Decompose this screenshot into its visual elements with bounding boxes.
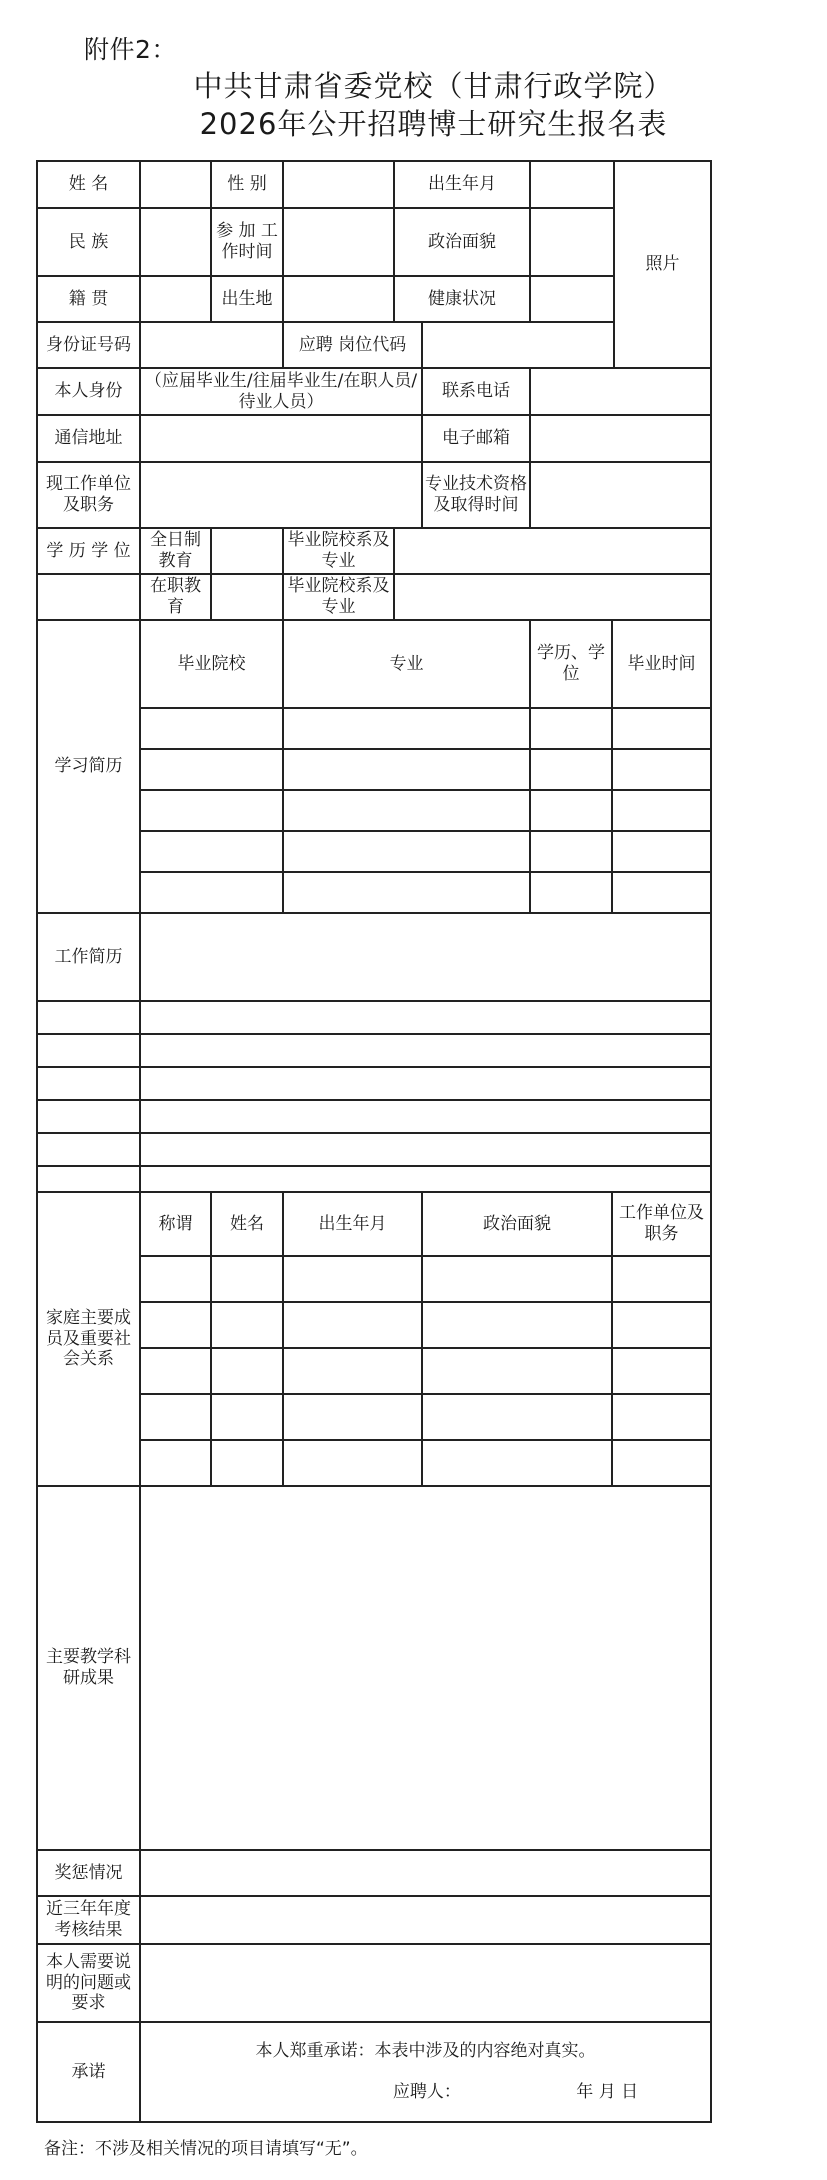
pledge-label: 承诺 — [37, 2022, 140, 2122]
pledge-text: 本人郑重承诺：本表中涉及的内容绝对真实。 — [255, 2041, 596, 2062]
work-history-cell[interactable] — [140, 1166, 711, 1192]
work-row-label — [37, 1001, 140, 1034]
family-cell[interactable] — [140, 1302, 211, 1348]
pledge-cell[interactable] — [140, 2022, 711, 2122]
sign-date: 年 月 日 — [576, 2082, 639, 2102]
degree-label-blank — [37, 574, 140, 620]
study-cell[interactable] — [612, 749, 711, 790]
work-start-label: 参 加 工作时间 — [211, 208, 283, 276]
study-cell[interactable] — [612, 831, 711, 872]
id-number-value[interactable] — [140, 322, 283, 368]
study-cell[interactable] — [140, 708, 283, 749]
id-number-label: 身份证号码 — [37, 322, 140, 368]
work-row-label — [37, 1100, 140, 1133]
family-cell[interactable] — [283, 1256, 422, 1302]
family-cell[interactable] — [612, 1394, 711, 1440]
family-cell[interactable] — [211, 1302, 283, 1348]
family-cell[interactable] — [211, 1394, 283, 1440]
registration-table — [36, 160, 712, 2123]
study-col-school: 毕业院校 — [140, 620, 283, 708]
study-cell[interactable] — [140, 790, 283, 831]
email-value[interactable] — [530, 415, 711, 462]
awards-value[interactable] — [140, 1850, 711, 1896]
ethnicity-label: 民 族 — [37, 208, 140, 276]
work-history-cell[interactable] — [140, 1100, 711, 1133]
birth-label: 出生年月 — [394, 161, 530, 208]
study-cell[interactable] — [283, 749, 530, 790]
family-col-unit: 工作单位及职务 — [612, 1192, 711, 1256]
name-value[interactable] — [140, 161, 211, 208]
study-cell[interactable] — [530, 872, 612, 913]
study-cell[interactable] — [612, 708, 711, 749]
work-history-cell[interactable] — [140, 1067, 711, 1100]
address-label: 通信地址 — [37, 415, 140, 462]
ethnicity-value[interactable] — [140, 208, 211, 276]
study-cell[interactable] — [283, 790, 530, 831]
family-cell[interactable] — [422, 1348, 612, 1394]
email-label: 电子邮箱 — [422, 415, 530, 462]
work-row-label — [37, 1166, 140, 1192]
gender-label: 性 别 — [211, 161, 283, 208]
parttime-school-value[interactable] — [394, 574, 711, 620]
identity-label: 本人身份 — [37, 368, 140, 415]
form-title-line1: 中共甘肃省委党校（甘肃行政学院） — [193, 69, 674, 103]
current-unit-label: 现工作单位及职务 — [37, 462, 140, 528]
awards-label: 奖惩情况 — [37, 1850, 140, 1896]
fulltime-school-value[interactable] — [394, 528, 711, 574]
work-history-cell[interactable] — [140, 913, 711, 1001]
birthplace-value[interactable] — [283, 276, 394, 322]
fulltime-school-label: 毕业院校系及专业 — [283, 528, 394, 574]
qualification-value[interactable] — [530, 462, 711, 528]
family-col-name: 姓名 — [211, 1192, 283, 1256]
assessment-value[interactable] — [140, 1896, 711, 1944]
research-value[interactable] — [140, 1486, 711, 1850]
phone-value[interactable] — [530, 368, 711, 415]
study-cell[interactable] — [140, 831, 283, 872]
study-history-label: 学习简历 — [37, 620, 140, 913]
family-col-birth: 出生年月 — [283, 1192, 422, 1256]
native-place-label: 籍 贯 — [37, 276, 140, 322]
work-history-cell[interactable] — [140, 1001, 711, 1034]
family-cell[interactable] — [140, 1440, 211, 1486]
family-cell[interactable] — [283, 1440, 422, 1486]
study-cell[interactable] — [140, 749, 283, 790]
parttime-degree-value[interactable] — [211, 574, 283, 620]
family-cell[interactable] — [422, 1440, 612, 1486]
identity-options[interactable]: （应届毕业生/往届毕业生/在职人员/待业人员） — [140, 368, 422, 415]
explain-value[interactable] — [140, 1944, 711, 2022]
family-label: 家庭主要成员及重要社会关系 — [37, 1192, 140, 1486]
work-row-label — [37, 1034, 140, 1067]
study-cell[interactable] — [283, 872, 530, 913]
family-cell[interactable] — [283, 1394, 422, 1440]
family-col-relation: 称谓 — [140, 1192, 211, 1256]
family-cell[interactable] — [211, 1256, 283, 1302]
political-label: 政治面貌 — [394, 208, 530, 276]
fulltime-degree-value[interactable] — [211, 528, 283, 574]
political-value[interactable] — [530, 208, 614, 276]
phone-label: 联系电话 — [422, 368, 530, 415]
birthplace-label: 出生地 — [211, 276, 283, 322]
work-history-label: 工作简历 — [37, 913, 140, 1001]
degree-label: 学 历 学 位 — [37, 528, 140, 574]
study-cell[interactable] — [612, 790, 711, 831]
form-title-line2: 2026年公开招聘博士研究生报名表 — [199, 107, 668, 141]
family-cell[interactable] — [612, 1348, 711, 1394]
native-place-value[interactable] — [140, 276, 211, 322]
gender-value[interactable] — [283, 161, 394, 208]
study-col-degree: 学历、学位 — [530, 620, 612, 708]
research-label: 主要教学科研成果 — [37, 1486, 140, 1850]
study-cell[interactable] — [530, 708, 612, 749]
parttime-label: 在职教育 — [140, 574, 211, 620]
address-value[interactable] — [140, 415, 422, 462]
family-cell[interactable] — [422, 1256, 612, 1302]
health-label: 健康状况 — [394, 276, 530, 322]
attachment-label: 附件2： — [84, 35, 177, 64]
name-label: 姓 名 — [37, 161, 140, 208]
health-value[interactable] — [530, 276, 614, 322]
work-row-label — [37, 1067, 140, 1100]
explain-label: 本人需要说明的问题或要求 — [37, 1944, 140, 2022]
family-cell[interactable] — [140, 1348, 211, 1394]
family-cell[interactable] — [140, 1394, 211, 1440]
study-cell[interactable] — [530, 749, 612, 790]
study-col-major: 专业 — [283, 620, 530, 708]
work-row-label — [37, 1133, 140, 1166]
study-cell[interactable] — [283, 831, 530, 872]
assessment-label: 近三年年度考核结果 — [37, 1896, 140, 1944]
fulltime-label: 全日制教育 — [140, 528, 211, 574]
family-cell[interactable] — [283, 1348, 422, 1394]
qualification-label: 专业技术资格及取得时间 — [422, 462, 530, 528]
position-code-label: 应聘 岗位代码 — [283, 322, 422, 368]
family-cell[interactable] — [612, 1256, 711, 1302]
signature-line — [143, 2082, 708, 2103]
work-history-cell[interactable] — [140, 1133, 711, 1166]
photo-cell[interactable]: 照片 — [614, 161, 711, 368]
family-cell[interactable] — [211, 1440, 283, 1486]
family-cell[interactable] — [283, 1302, 422, 1348]
family-cell[interactable] — [612, 1302, 711, 1348]
work-history-cell[interactable] — [140, 1034, 711, 1067]
family-cell[interactable] — [422, 1302, 612, 1348]
parttime-school-label: 毕业院校系及专业 — [283, 574, 394, 620]
study-cell[interactable] — [530, 831, 612, 872]
work-start-value[interactable] — [283, 208, 394, 276]
study-cell[interactable] — [140, 872, 283, 913]
family-cell[interactable] — [422, 1394, 612, 1440]
study-cell[interactable] — [530, 790, 612, 831]
family-cell[interactable] — [211, 1348, 283, 1394]
study-col-time: 毕业时间 — [612, 620, 711, 708]
study-cell[interactable] — [612, 872, 711, 913]
study-cell[interactable] — [283, 708, 530, 749]
birth-value[interactable] — [530, 161, 614, 208]
footnote: 备注：不涉及相关情况的项目请填写“无”。 — [44, 2139, 368, 2159]
current-unit-value[interactable] — [140, 462, 422, 528]
family-cell[interactable] — [612, 1440, 711, 1486]
family-col-political: 政治面貌 — [422, 1192, 612, 1256]
position-code-value[interactable] — [422, 322, 614, 368]
family-cell[interactable] — [140, 1256, 211, 1302]
applicant-label: 应聘人： — [392, 2082, 461, 2102]
